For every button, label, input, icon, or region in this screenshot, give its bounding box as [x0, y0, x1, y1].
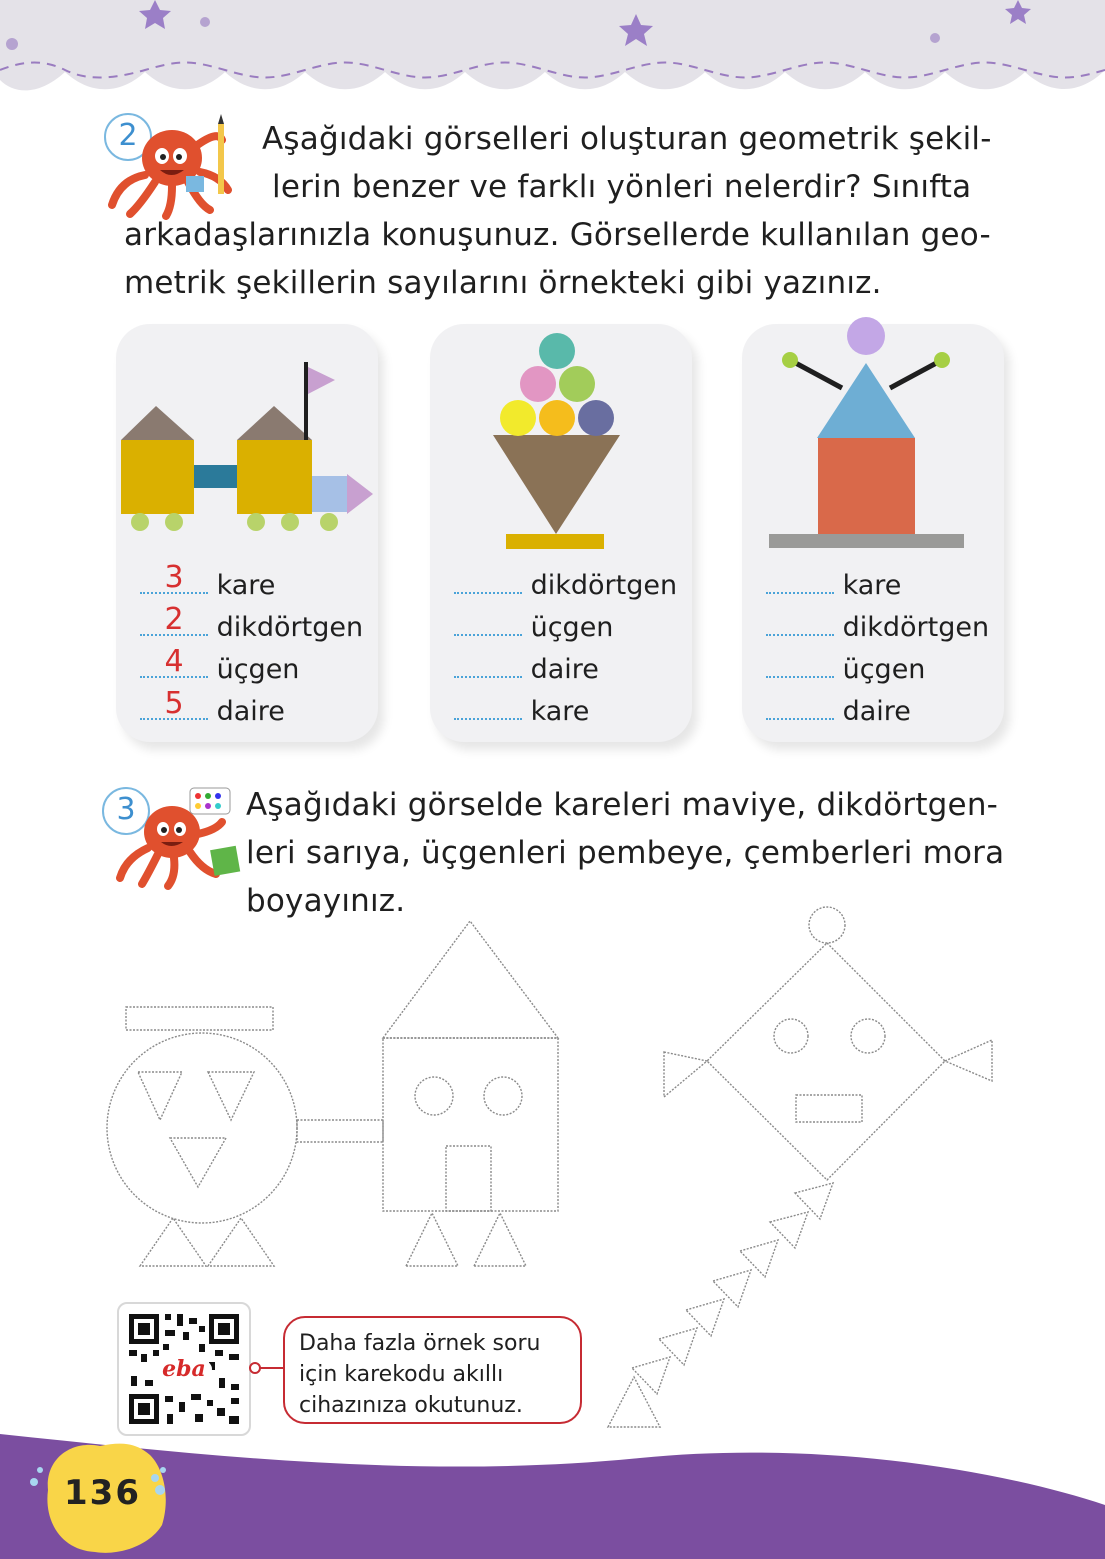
question-2-line-4: metrik şekillerin sayılarını örnekteki gibi yazınız.: [124, 265, 882, 301]
answer-blank[interactable]: [454, 650, 522, 678]
answer-row: 2 dikdörtgen: [140, 608, 363, 648]
question-2-line-1: Aşağıdaki görselleri oluşturan geometrik şekil-: [262, 121, 992, 157]
answer-row: 3 kare: [140, 566, 275, 606]
answer-blank[interactable]: [766, 650, 834, 678]
answer-blank[interactable]: 5: [140, 692, 208, 720]
answer-blank[interactable]: [454, 566, 522, 594]
answer-row: kare: [766, 566, 901, 606]
page-number: 136: [64, 1473, 141, 1513]
ice-cream-illustration: [430, 324, 692, 554]
question-3-line-3: boyayınız.: [246, 883, 406, 919]
qr-hint-line: için karekodu akıllı: [299, 1362, 504, 1387]
answer-blank[interactable]: [766, 566, 834, 594]
qr-hint-line: Daha fazla örnek soru: [299, 1331, 541, 1356]
answer-blank[interactable]: [766, 608, 834, 636]
answer-blank[interactable]: [454, 608, 522, 636]
connector-icon: [247, 1360, 287, 1376]
question-2-line-3: arkadaşlarınızla konuşunuz. Görsellerde kullanılan geo-: [124, 217, 991, 253]
answer-blank[interactable]: 4: [140, 650, 208, 678]
footer-band: [0, 1400, 1105, 1559]
octopus-painter-mascot-icon: [104, 782, 244, 892]
answer-row: üçgen: [454, 608, 613, 648]
train-illustration: [116, 324, 378, 544]
answer-row: 4 üçgen: [140, 650, 299, 690]
question-3-line-1: Aşağıdaki görselde kareleri maviye, dikdörtgen-: [246, 787, 999, 823]
robot-illustration: [742, 310, 1004, 560]
eba-logo: eba: [162, 1356, 206, 1382]
qr-hint-line: cihazınıza okutunuz.: [299, 1393, 523, 1418]
answer-row: 5 daire: [140, 692, 285, 732]
answer-blank[interactable]: [766, 692, 834, 720]
question-3-line-2: leri sarıya, üçgenleri pembeye, çemberleri mora: [246, 835, 1005, 871]
question-number-badge: 3: [102, 787, 150, 835]
answer-blank[interactable]: 2: [140, 608, 208, 636]
answer-row: kare: [454, 692, 589, 732]
answer-row: daire: [454, 650, 599, 690]
question-number-badge: 2: [104, 113, 152, 161]
answer-row: daire: [766, 692, 911, 732]
answer-row: dikdörtgen: [766, 608, 989, 648]
answer-row: üçgen: [766, 650, 925, 690]
answer-row: dikdörtgen: [454, 566, 677, 606]
answer-blank[interactable]: 3: [140, 566, 208, 594]
answer-blank[interactable]: [454, 692, 522, 720]
question-2-line-2: lerin benzer ve farklı yönleri nelerdir? Sınıfta: [272, 169, 972, 205]
octopus-mascot-icon: [100, 110, 240, 220]
